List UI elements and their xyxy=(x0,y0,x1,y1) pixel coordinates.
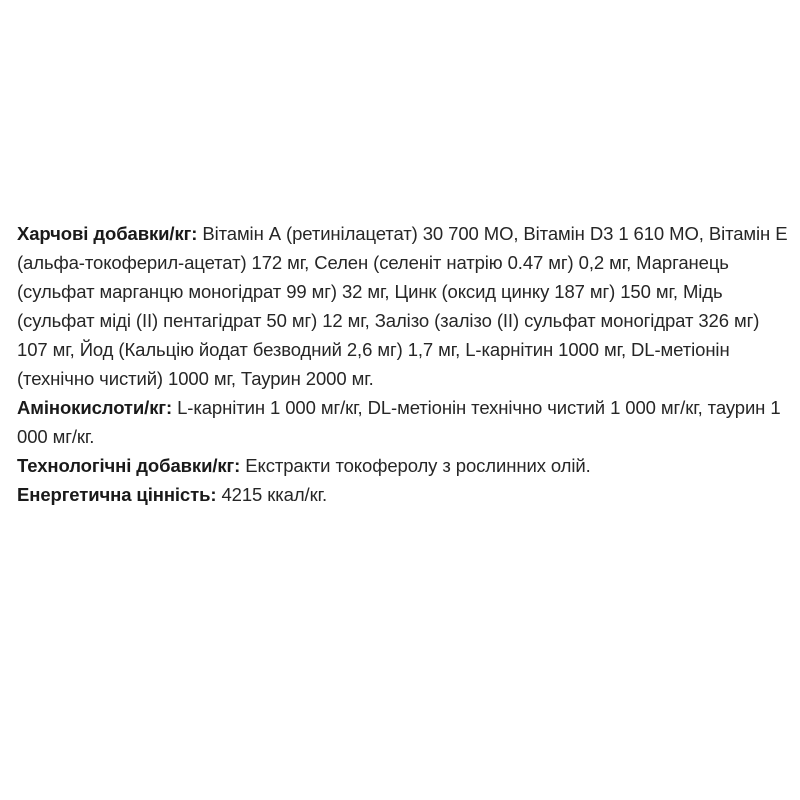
amino-acids-label: Амінокислоти/кг: xyxy=(17,397,173,418)
product-composition xyxy=(17,219,792,509)
technological-additives-label: Технологічні добавки/кг: xyxy=(17,455,241,476)
energy-value-label: Енергетична цінність: xyxy=(17,484,217,505)
energy-value-text: 4215 ккал/кг. xyxy=(216,484,327,505)
technological-additives-text: Екстракти токоферолу з рослинних олій. xyxy=(240,455,591,476)
food-additives-paragraph xyxy=(17,219,792,393)
amino-acids-text: L-карнітин 1 000 мг/кг, DL-метіонін технічно чистий 1 000 мг/кг, таурин 1 000 мг/кг. xyxy=(17,397,781,447)
technological-additives-paragraph xyxy=(17,451,792,480)
food-additives-label: Харчові добавки/кг: xyxy=(17,223,198,244)
energy-value-paragraph xyxy=(17,480,792,509)
amino-acids-paragraph xyxy=(17,393,792,451)
food-additives-text: Вітамін А (ретинілацетат) 30 700 МО, Вітамін D3 1 610 МО, Вітамін Е (альфа-токоферил-ацетат) 172 мг, Селен (селеніт натрію 0.47 мг) 0,2 мг, Марганець (сульфат марганцю моногідрат 99 мг) 32 мг, Цинк (оксид цинку 187 мг) 150 мг, Мідь (сульфат міді (II) пентагідрат 50 мг) 12 мг, Залізо (залізо (II) сульфат моногідрат 326 мг) 107 мг, Йод (Кальцію йодат безводний 2,6 мг) 1,7 мг, L-карнітин 1000 мг, DL-метіонін (технічно чистий) 1000 мг, Таурин 2000 мг. xyxy=(17,223,788,389)
